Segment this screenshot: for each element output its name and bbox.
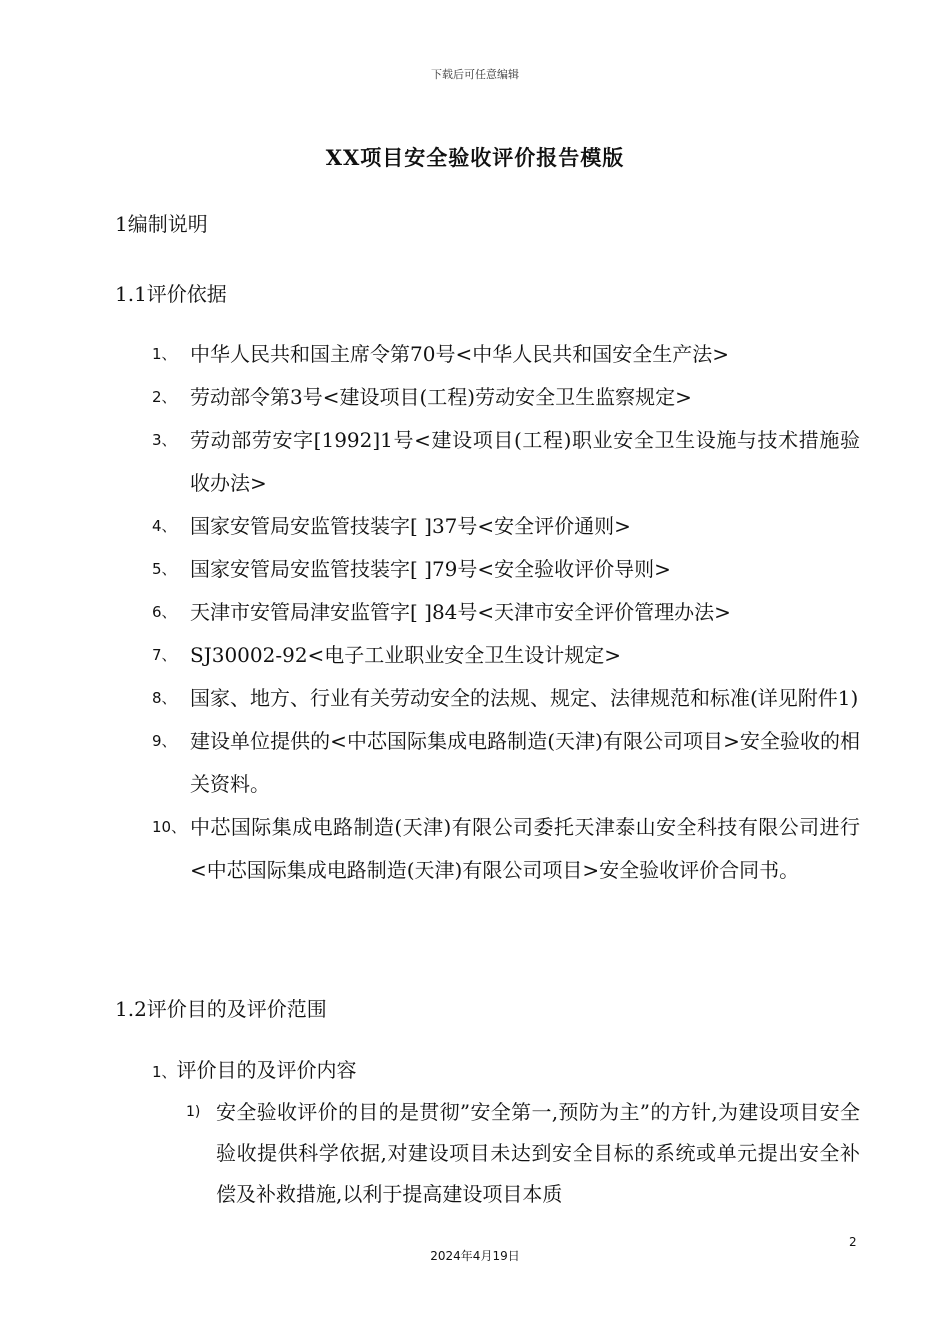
list-item-text: 中芯国际集成电路制造(天津)有限公司委托天津泰山安全科技有限公司进行<中芯国际集成电路制造(天津)有限公司项目>安全验收评价合同书。 xyxy=(190,815,860,882)
list-item-number: 6、 xyxy=(152,603,177,621)
list-item-number: 4、 xyxy=(152,517,177,535)
list-item-number: 8、 xyxy=(152,689,177,707)
list-item-text: 建设单位提供的<中芯国际集成电路制造(天津)有限公司项目>安全验收的相关资料。 xyxy=(190,729,860,796)
sub-list-item-text: 安全验收评价的目的是贯彻”安全第一,预防为主”的方针,为建设项目安全验收提供科学依据,对建设项目未达到安全目标的系统或单元提出安全补偿及补救措施,以利于提高建设项目本质 xyxy=(216,1100,860,1206)
list-item-text: 国家安管局安监管技装字[ ]79号<安全验收评价导则> xyxy=(190,557,671,581)
subsection-text: 评价目的及评价内容 xyxy=(176,1058,357,1082)
footer-date: 2024年4月19日 xyxy=(430,1249,520,1263)
list-item-number: 1、 xyxy=(152,345,177,363)
list-item-text: 天津市安管局津安监管字[ ]84号<天津市安全评价管理办法> xyxy=(190,600,731,624)
section-heading-1-2: 1.2评价目的及评价范围 xyxy=(115,997,327,1021)
basis-list xyxy=(0,333,950,892)
list-item xyxy=(0,806,950,892)
sub-list-item xyxy=(0,1092,950,1215)
list-item-text: 国家、地方、行业有关劳动安全的法规、规定、法律规范和标准(详见附件1) xyxy=(190,686,859,710)
list-item-number: 5、 xyxy=(152,560,177,578)
list-item-number: 10、 xyxy=(152,818,187,836)
list-item-number: 3、 xyxy=(152,431,177,449)
list-item xyxy=(0,548,950,591)
list-item xyxy=(0,376,950,419)
section-heading-1-1: 1.1评价依据 xyxy=(115,282,227,306)
section-heading-1: 1编制说明 xyxy=(115,212,208,236)
page-number: 2 xyxy=(849,1235,857,1249)
document-title: XX项目安全验收评价报告模版 xyxy=(325,145,625,170)
subsection-number: 1、 xyxy=(152,1063,177,1081)
list-item xyxy=(0,634,950,677)
list-item xyxy=(0,419,950,505)
list-item-number: 9、 xyxy=(152,732,177,750)
list-item-number: 7、 xyxy=(152,646,177,664)
list-item xyxy=(0,505,950,548)
list-item xyxy=(0,333,950,376)
page-header-note: 下载后可任意编辑 xyxy=(431,68,519,81)
list-item-text: 中华人民共和国主席令第70号<中华人民共和国安全生产法> xyxy=(190,342,729,366)
list-item xyxy=(0,591,950,634)
list-item-text: 国家安管局安监管技装字[ ]37号<安全评价通则> xyxy=(190,514,631,538)
list-item xyxy=(0,720,950,806)
list-item-text: 劳动部令第3号<建设项目(工程)劳动安全卫生监察规定> xyxy=(190,385,692,409)
list-item xyxy=(0,677,950,720)
list-item-text: SJ30002-92<电子工业职业安全卫生设计规定> xyxy=(190,643,622,667)
subsection-heading xyxy=(152,1053,357,1089)
list-item-number: 2、 xyxy=(152,388,177,406)
list-item-text: 劳动部劳安字[1992]1号<建设项目(工程)职业安全卫生设施与技术措施验收办法> xyxy=(190,428,860,495)
sub-list-item-number: 1) xyxy=(186,1104,201,1120)
